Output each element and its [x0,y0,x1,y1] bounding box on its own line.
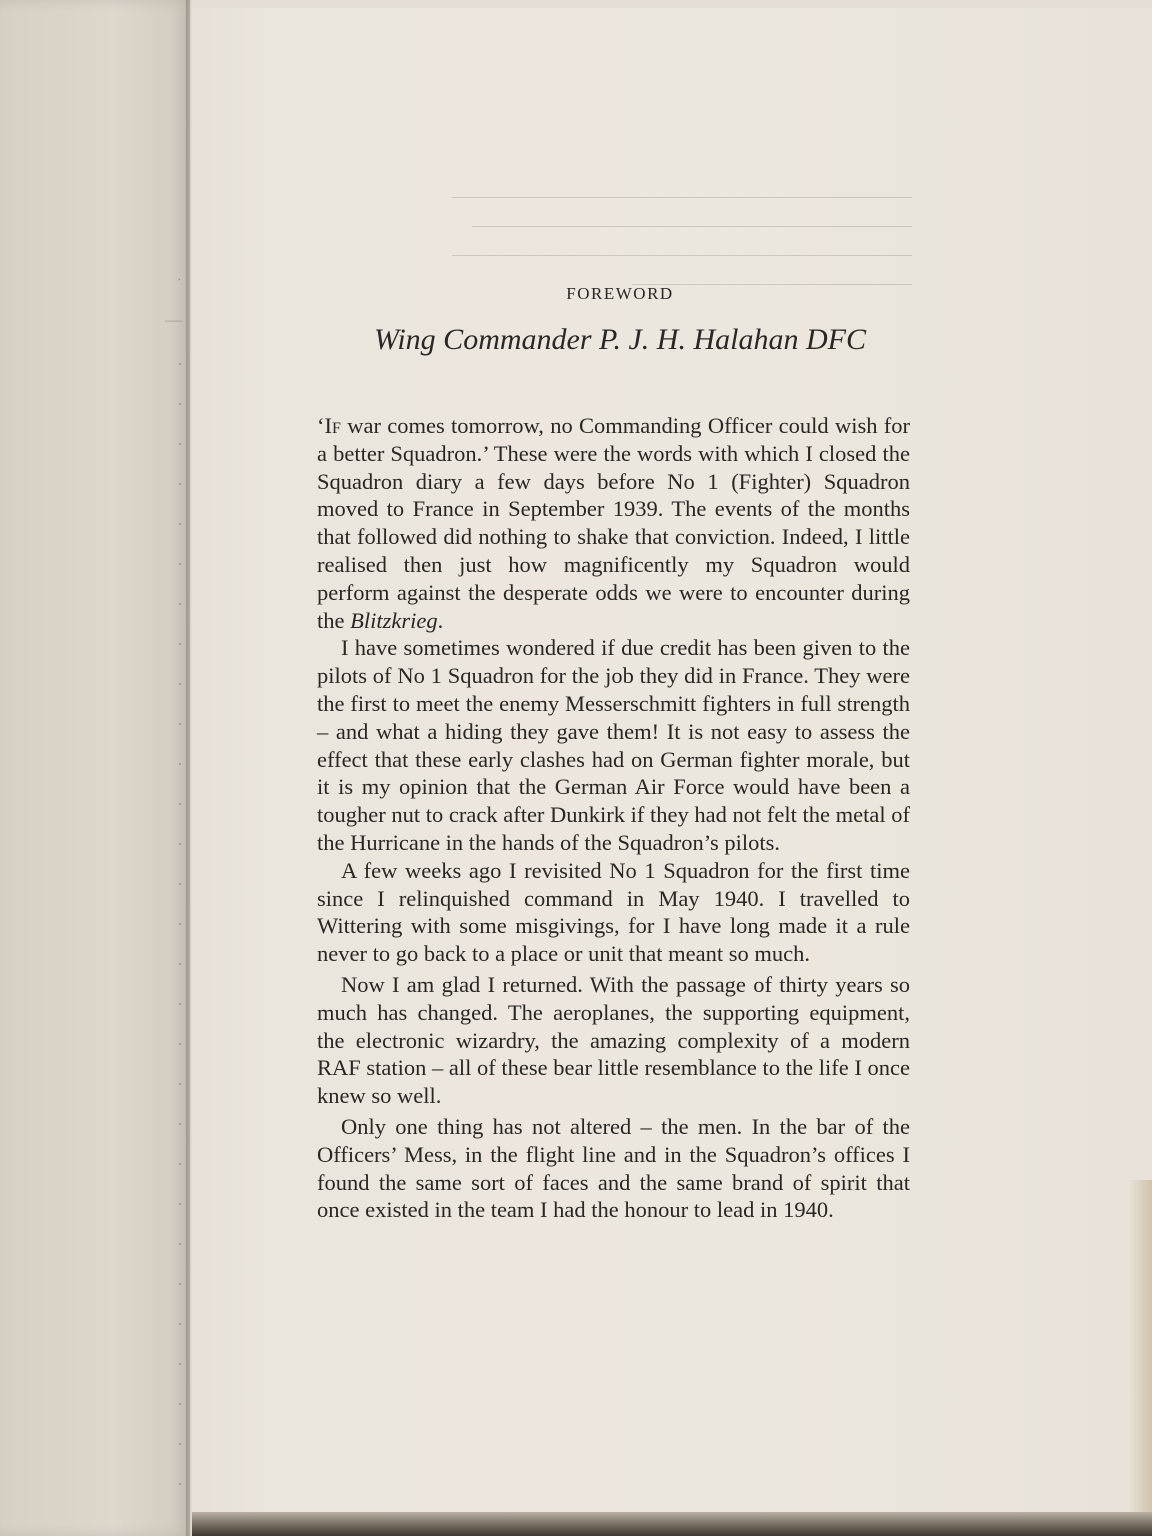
foreword-author: Wing Commander P. J. H. Halahan DFC [374,323,866,356]
paragraph-1-italic: Blitzkrieg [350,607,438,633]
paragraph-2: I have sometimes wondered if due credit has been given to the pilots of No 1 Squadron for the job they did in France. They were the first to meet the enemy Messerschmitt fighters in full strength – and what a hiding they gave them! It is not easy to assess the effect that these early clashes had on German fighter morale, but it is my opinion that the German Air Force would have been a tougher nut to crack after Dunkirk if they had not felt the metal of the Hurricane in the hands of the Squadron’s pilots. [317,635,910,855]
show-through-text: ——————————————————————— —————————————————————— ——————————————————————— —————————————— [452,185,912,294]
opening-word: If [324,413,341,438]
paragraph-1 [317,412,910,634]
foreword-body [317,412,910,1224]
paragraph-3: A few weeks ago I revisited No 1 Squadron for the first time since I relinquished command in May 1940. I travelled to Wittering with some misgivings, for I have long made it a rule never to go back to a place or unit that meant so much. [317,857,910,967]
left-page-faint-text: · — . . . . . . . . . . . . . . . . . . . . . . . . . . . . . [165,270,182,1489]
page-edge-tint [1128,1180,1152,1520]
left-page [0,0,190,1536]
opening-quote: ‘ [317,413,325,438]
paragraph-1-text: war comes tomorrow, no Commanding Officer could wish for a better Squadron.’ These were the words with which I closed the Squadron diary a few days before No 1 (Fighter) Squadron moved to France in September 1939. The events of the months that followed did nothing to shake that conviction. Indeed, I little realised then just how magnificently my Squadron would perform against the desperate odds we were to encounter during the [317,413,910,633]
paragraph-4: Now I am glad I returned. With the passage of thirty years so much has changed. The aeroplanes, the supporting equipment, the electronic wizardry, the amazing complexity of a modern RAF station – all of these bear little resemblance to the life I once knew so well. [317,971,910,1109]
paragraph-5: Only one thing has not altered – the men. In the bar of the Officers’ Mess, in the flight line and in the Squadron’s offices I found the same sort of faces and the same brand of spirit that once existed in the team I had the honour to lead in 1940. [317,1113,910,1223]
foreword-heading: FOREWORD [566,284,674,303]
book-bottom-edge [192,1512,1152,1536]
paragraph-1-end: . [437,607,444,633]
